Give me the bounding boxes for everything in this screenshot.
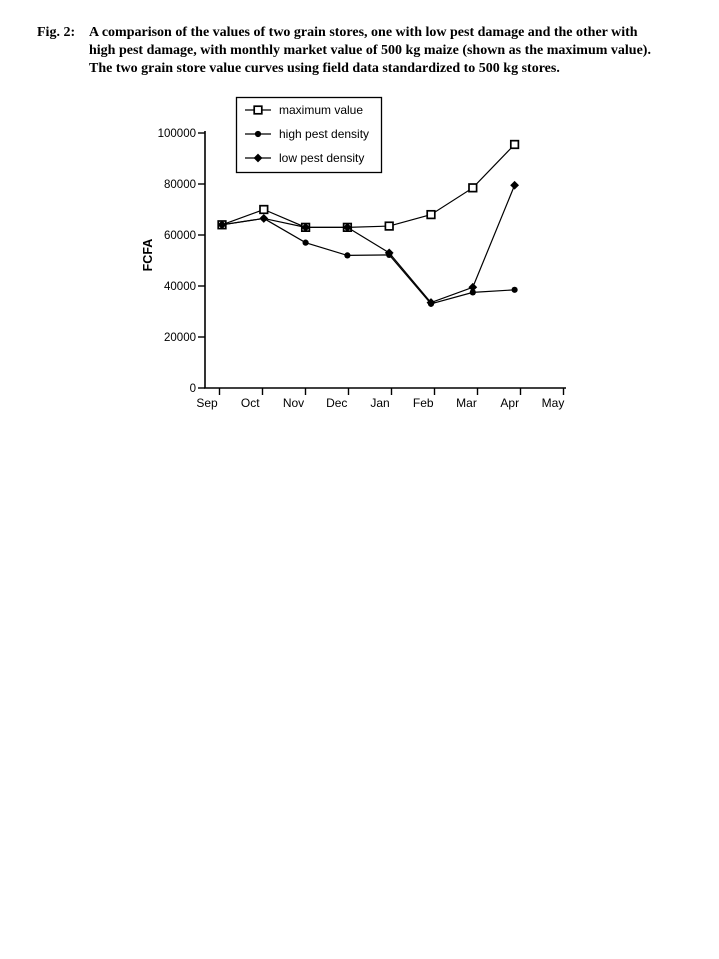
marker-high-pest-density [344,252,350,258]
y-tick-label: 20000 [164,332,196,344]
marker-maximum-value [511,141,519,149]
y-tick-label: 0 [189,383,196,395]
x-tick-label: Nov [282,396,305,410]
x-tick-label: Dec [326,396,348,410]
x-tick-label: Sep [196,396,218,410]
x-tick-label: Jan [370,396,390,410]
y-tick-label: 40000 [164,281,196,293]
caption-line: A comparison of the values of two grain stores, one with low pest damage and the other with [89,25,638,40]
x-tick-label: Feb [412,396,434,410]
x-tick-label: Apr [500,396,520,410]
y-tick-label: 60000 [164,230,196,242]
y-tick-label: 80000 [164,179,196,191]
x-tick-label: Mar [456,396,477,410]
legend-label-high-pest-density: high pest density [279,127,370,141]
legend-label-maximum-value: maximum value [279,103,364,117]
marker-low-pest-density [468,283,477,292]
legend-marker-maximum-value [254,106,262,114]
caption-line: The two grain store value curves using field data standardized to 500 kg stores. [89,61,560,76]
line-chart [0,0,719,440]
marker-high-pest-density [511,287,517,293]
y-axis-title: FCFA [141,238,155,272]
x-tick-label: May [541,396,565,410]
legend-marker-high-pest-density [255,131,261,137]
x-tick-label: Oct [240,396,260,410]
marker-maximum-value [469,184,477,192]
figure-label: Fig. 2: [37,25,76,40]
marker-maximum-value [385,222,393,230]
marker-maximum-value [260,206,268,214]
marker-low-pest-density [259,214,268,223]
legend-label-low-pest-density: low pest density [279,151,365,165]
marker-maximum-value [427,211,435,219]
caption-line: high pest damage, with monthly market value of 500 kg maize (shown as the maximum value). [89,43,651,58]
marker-low-pest-density [510,181,519,190]
marker-high-pest-density [303,240,309,246]
y-tick-label: 100000 [157,128,196,140]
